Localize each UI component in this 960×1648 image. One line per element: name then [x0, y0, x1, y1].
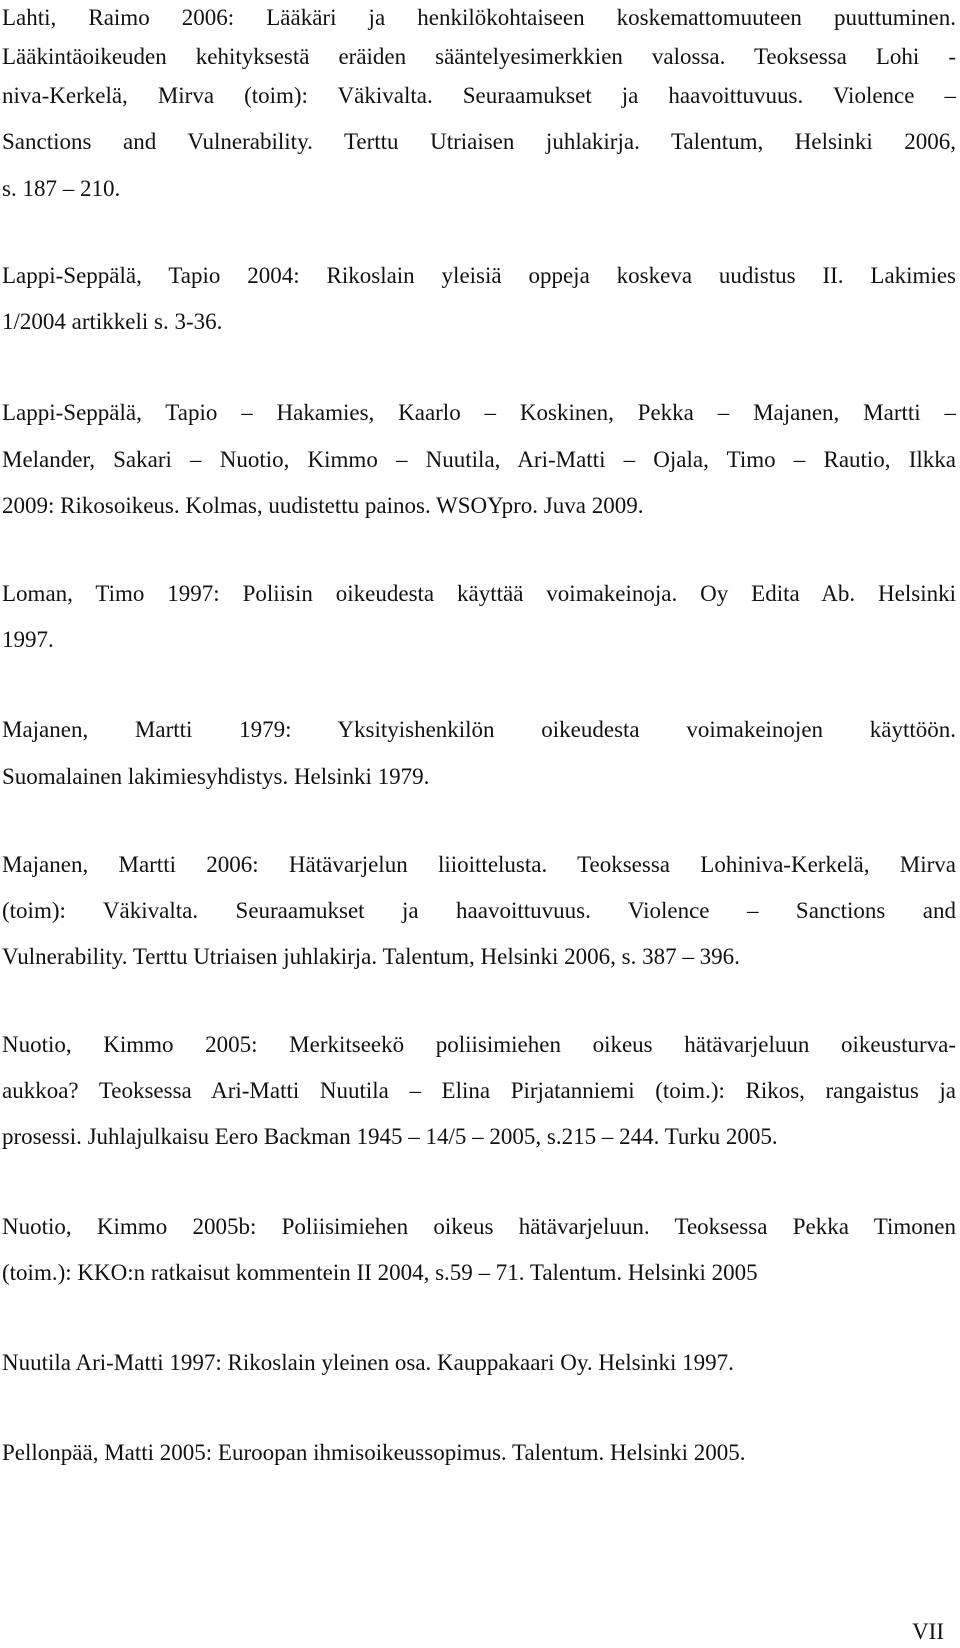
- entry-line: Nuutila Ari-Matti 1997: Rikoslain yleinen osa. Kauppakaari Oy. Helsinki 1997.: [2, 1350, 734, 1375]
- entry-line: 2009: Rikosoikeus. Kolmas, uudistettu painos. WSOYpro. Juva 2009.: [2, 493, 644, 518]
- entry-line: Suomalainen lakimiesyhdistys. Helsinki 1979.: [2, 764, 430, 789]
- entry-line: s. 187 – 210.: [2, 176, 121, 201]
- entry-line: Majanen, Martti 1979: Yksityishenkilön oikeudesta voimakeinojen käyttöön.: [2, 717, 956, 742]
- entry-line: Melander, Sakari – Nuotio, Kimmo – Nuutila, Ari-Matti – Ojala, Timo – Rautio, Ilkka: [2, 447, 956, 472]
- entry-line: Lappi-Seppälä, Tapio 2004: Rikoslain yleisiä oppeja koskeva uudistus II. Lakimies: [2, 263, 956, 288]
- entry-line: Majanen, Martti 2006: Hätävarjelun liioittelusta. Teoksessa Lohiniva-Kerkelä, Mirva: [2, 852, 956, 877]
- entry-line: Loman, Timo 1997: Poliisin oikeudesta käyttää voimakeinoja. Oy Edita Ab. Helsinki: [2, 581, 956, 606]
- entry-line: Lappi-Seppälä, Tapio – Hakamies, Kaarlo – Koskinen, Pekka – Majanen, Martti –: [2, 400, 956, 425]
- entry-line: Nuotio, Kimmo 2005b: Poliisimiehen oikeus hätävarjeluun. Teoksessa Pekka Timonen: [2, 1214, 956, 1239]
- entry-line: Sanctions and Vulnerability. Terttu Utriaisen juhlakirja. Talentum, Helsinki 2006,: [2, 129, 956, 154]
- entry-line: 1997.: [2, 627, 54, 652]
- entry-line: Lääkintäoikeuden kehityksestä eräiden sääntelyesimerkkien valossa. Teoksessa Lohi -: [2, 44, 956, 69]
- entry-line: (toim): Väkivalta. Seuraamukset ja haavoittuvuus. Violence – Sanctions and: [2, 898, 956, 923]
- page-number: VII: [912, 1619, 944, 1644]
- entry-line: Pellonpää, Matti 2005: Euroopan ihmisoikeussopimus. Talentum. Helsinki 2005.: [2, 1440, 746, 1465]
- entry-line: prosessi. Juhlajulkaisu Eero Backman 1945 – 14/5 – 2005, s.215 – 244. Turku 2005.: [2, 1124, 778, 1149]
- entry-line: Lahti, Raimo 2006: Lääkäri ja henkilökohtaiseen koskemattomuuteen puuttuminen.: [2, 5, 956, 30]
- entry-line: niva-Kerkelä, Mirva (toim): Väkivalta. Seuraamukset ja haavoittuvuus. Violence –: [2, 83, 956, 108]
- entry-line: aukkoa? Teoksessa Ari-Matti Nuutila – Elina Pirjatanniemi (toim.): Rikos, rangaistus ja: [2, 1078, 956, 1103]
- entry-line: Vulnerability. Terttu Utriaisen juhlakirja. Talentum, Helsinki 2006, s. 387 – 396.: [2, 944, 740, 969]
- entry-line: (toim.): KKO:n ratkaisut kommentein II 2004, s.59 – 71. Talentum. Helsinki 2005: [2, 1260, 758, 1285]
- entry-line: Nuotio, Kimmo 2005: Merkitseekö poliisimiehen oikeus hätävarjeluun oikeusturva-: [2, 1032, 956, 1057]
- entry-line: 1/2004 artikkeli s. 3-36.: [2, 309, 223, 334]
